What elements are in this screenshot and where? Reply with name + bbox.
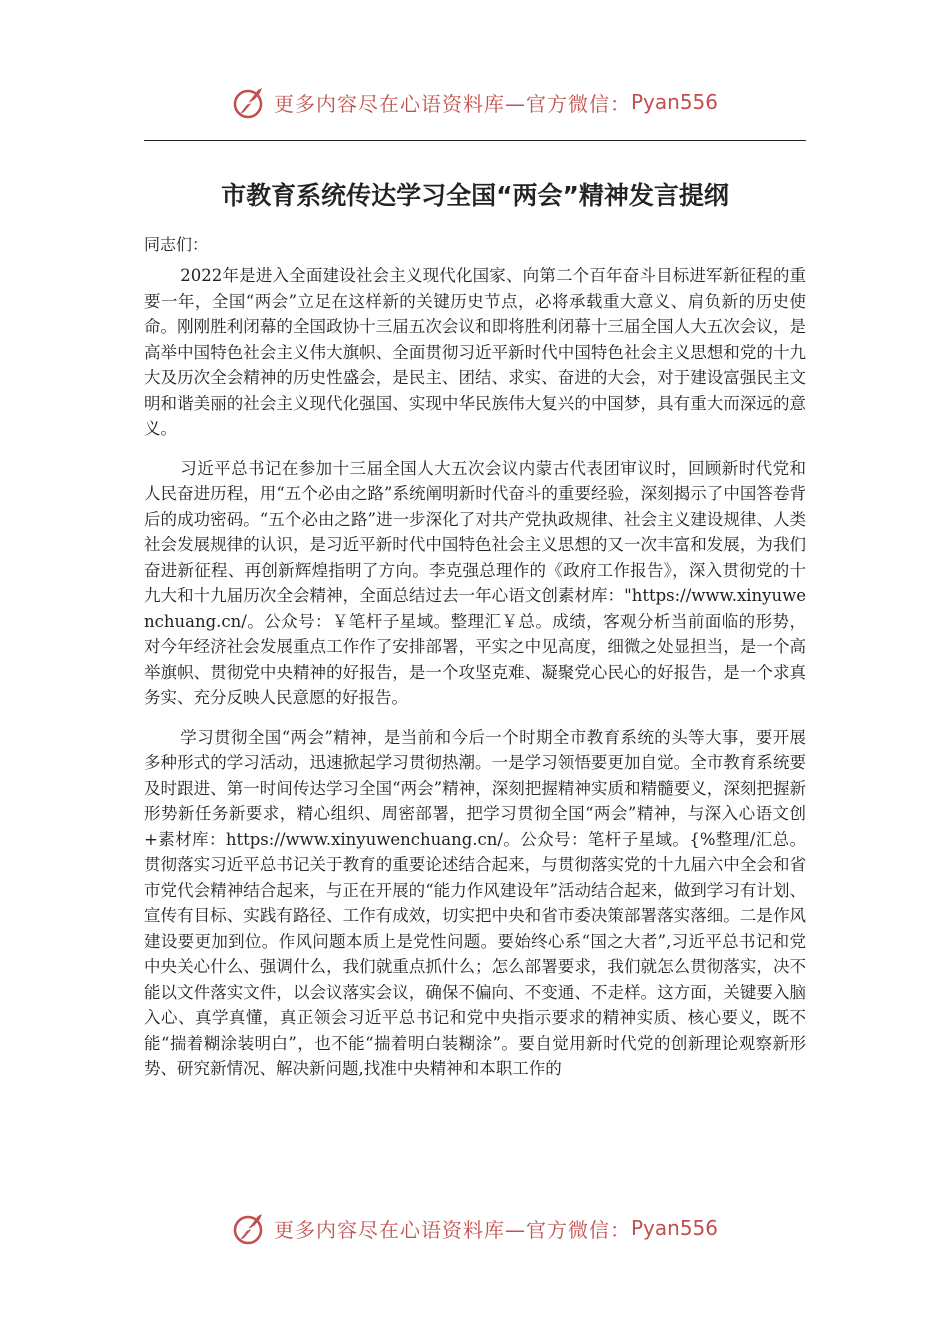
quill-pen-logo-icon [232,84,268,120]
footer-banner-text: 更多内容尽在心语资料库—官方微信： [273,1217,631,1242]
paragraph-2: 习近平总书记在参加十三届全国人大五次会议内蒙古代表团审议时，回顾新时代党和人民奋进历程，用“五个必由之路”系统阐明新时代奋斗的重要经验，深刻揭示了中国答卷背后的成功密码。“五个必由之路”进一步深化了对共产党执政规律、社会主义建设规律、人类社会发展规律的认识，是习近平新时代中国特色社会主义思想的又一次丰富和发展，为我们奋进新征程、再创新辉煌指明了方向。李克强总理作的《政府工作报告》，深入贯彻党的十九大和十九届历次全会精神，全面总结过去一年心语文创素材库："https://www.xinyuwenchuang.cn/。公众号：￥笔杆子星域。整理汇￥总。成绩，客观分析当前面临的形势，对今年经济社会发展重点工作作了安排部署，平实之中见高度，细微之处显担当，是一个高举旗帜、贯彻党中央精神的好报告，是一个攻坚克难、凝聚党心民心的好报告，是一个求真务实、充分反映人民意愿的好报告。 [144,458,806,707]
footer-banner [0,1208,950,1248]
banner-wechat-id: Pyan556 [630,90,718,114]
quill-pen-logo-icon [232,1210,268,1246]
footer-banner-wechat-id: Pyan556 [630,1216,718,1240]
banner-text: 更多内容尽在心语资料库—官方微信： [273,91,631,116]
document-body [144,232,806,1096]
page-title: 市教育系统传达学习全国“两会”精神发言提纲 [221,181,729,210]
header-divider [144,140,806,141]
salutation: 同志们： [144,235,209,254]
paragraph-3: 学习贯彻全国“两会”精神，是当前和今后一个时期全市教育系统的头等大事，要开展多种形式的学习活动，迅速掀起学习贯彻热潮。一是学习领悟要更加自觉。全市教育系统要及时跟进、第一时间传达学习全国“两会”精神，深刻把握精神实质和精髓要义，深刻把握新形势新任务新要求，精心组织、周密部署，把学习贯彻全国“两会”精神，与深入心语文创+素材库：https://www.xinyuwenchuang.cn/。公众号：笔杆子星域。{%整理/汇总。贯彻落实习近平总书记关于教育的重要论述结合起来，与贯彻落实党的十九届六中全会和省市党代会精神结合起来，与正在开展的“能力作风建设年”活动结合起来，做到学习有计划、宣传有目标、实践有路径、工作有成效，切实把中央和省市委决策部署落实落细。二是作风建设要更加到位。作风问题本质上是党性问题。要始终心系“国之大者”,习近平总书记和党中央关心什么、强调什么，我们就重点抓什么；怎么部署要求，我们就怎么贯彻落实，决不能以文件落实文件，以会议落实会议，确保不偏向、不变通、不走样。这方面，关键要入脑入心、真学真懂，真正领会习近平总书记和党中央指示要求的精神实质、核心要义，既不能“揣着糊涂装明白”，也不能“揣着明白装糊涂”。要自觉用新时代党的创新理论观察新形势、研究新情况、解决新问题,找准中央精神和本职工作的 [144,727,806,1078]
header-banner [0,82,950,122]
paragraph-1: 2022年是进入全面建设社会主义现代化国家、向第二个百年奋斗目标进军新征程的重要一年，全国“两会”立足在这样新的关键历史节点，必将承载重大意义、肩负新的历史使命。刚刚胜利闭幕的全国政协十三届五次会议和即将胜利闭幕十三届全国人大五次会议，是高举中国特色社会主义伟大旗帜、全面贯彻习近平新时代中国特色社会主义思想和党的十九大及历次全会精神的历史性盛会，是民主、团结、求实、奋进的大会，对于建设富强民主文明和谐美丽的社会主义现代化强国、实现中华民族伟大复兴的中国梦，具有重大而深远的意义。 [144,266,806,438]
